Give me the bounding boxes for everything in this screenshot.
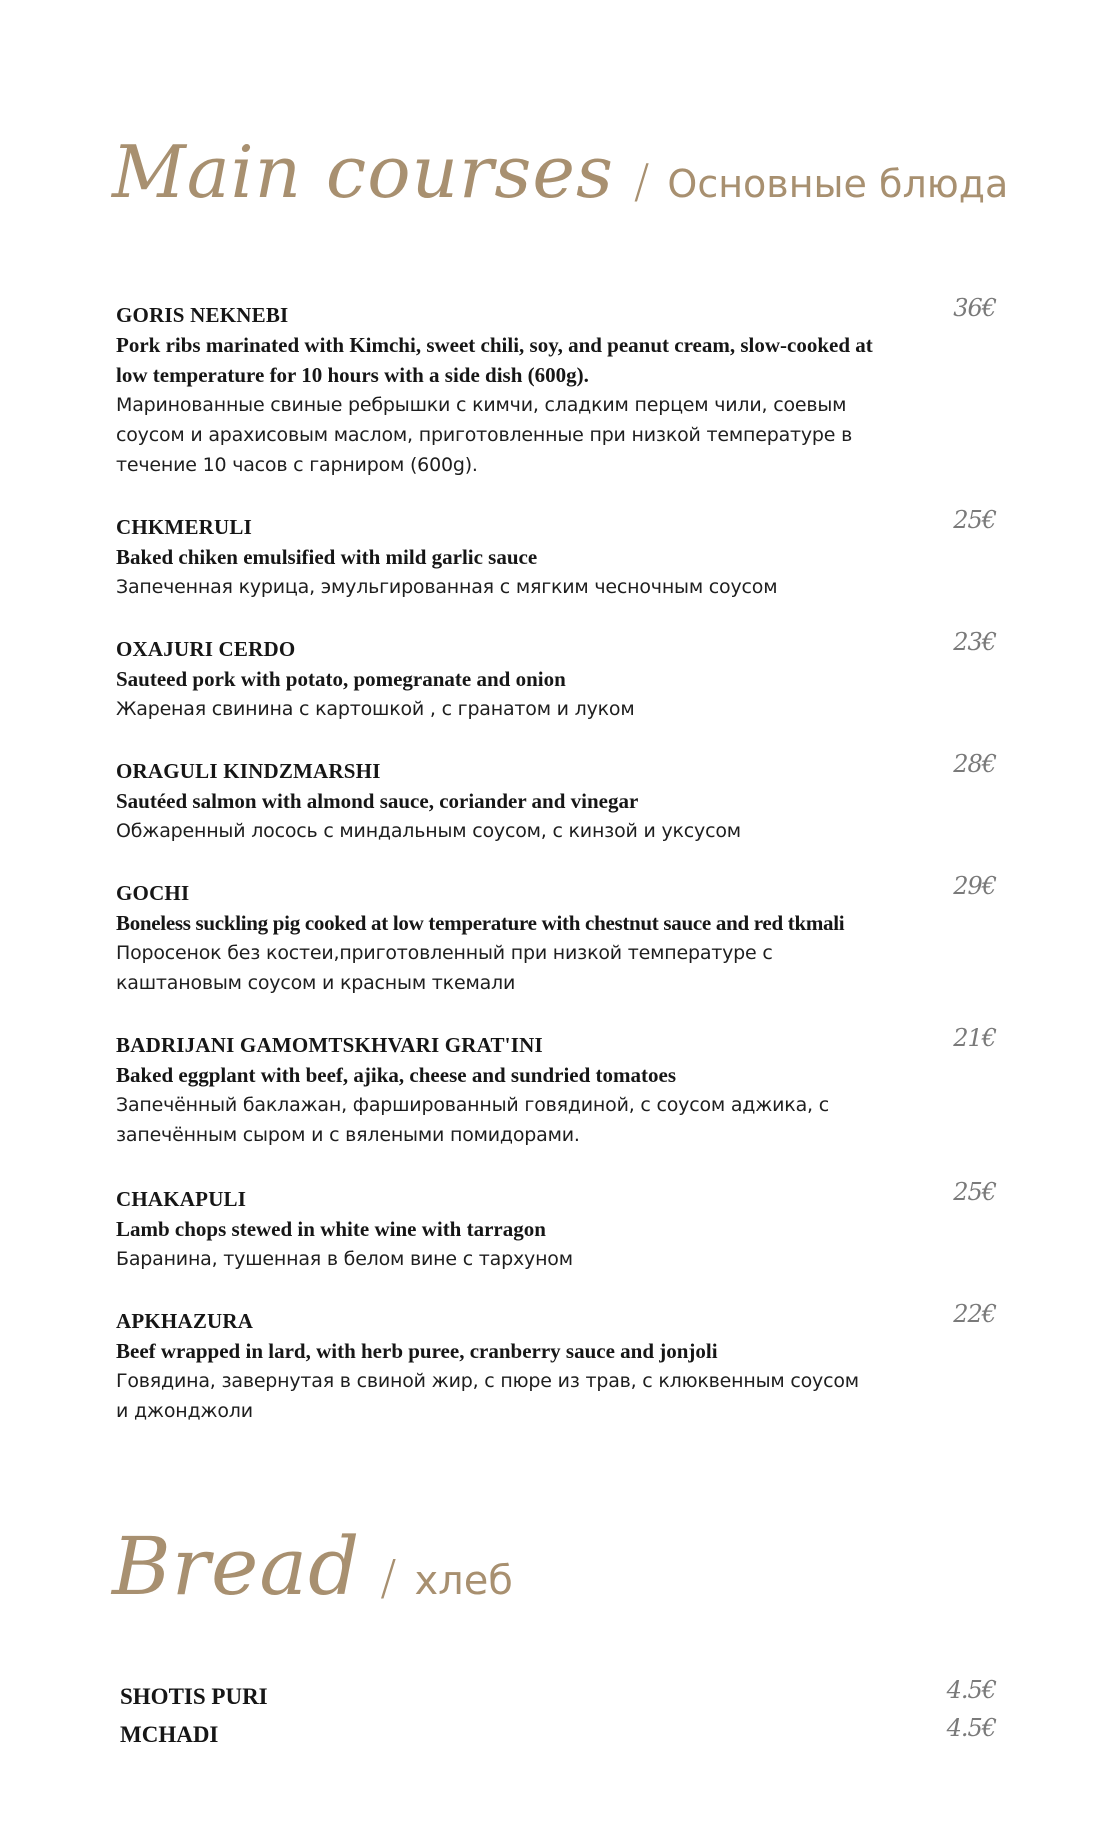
bread-heading xyxy=(112,1520,513,1613)
dish-name: APKHAZURA xyxy=(116,1309,254,1333)
dish-name: BADRIJANI GAMOMTSKHVARI GRAT'INI xyxy=(116,1033,543,1057)
bread-item xyxy=(120,1676,996,1714)
dish-description-ru: Запеченная курица, эмульгированная с мягким чесночным соусом xyxy=(116,576,778,598)
menu-item xyxy=(116,872,996,998)
main-courses-ru-title: Основные блюда xyxy=(667,162,1009,206)
bread-price: 4.5€ xyxy=(946,1714,996,1742)
dish-price: 23€ xyxy=(953,628,996,656)
dish-name: CHKMERULI xyxy=(116,515,252,539)
dish-description-en: Beef wrapped in lard, with herb puree, cranberry sauce and jonjoli xyxy=(116,1339,718,1363)
bread-item xyxy=(120,1714,996,1752)
menu-item xyxy=(116,1178,996,1274)
dish-name: CHAKAPULI xyxy=(116,1187,247,1211)
dish-price: 22€ xyxy=(953,1300,996,1328)
dish-name: ORAGULI KINDZMARSHI xyxy=(116,759,381,783)
dish-name: GORIS NEKNEBI xyxy=(116,303,289,327)
menu-item xyxy=(116,294,996,480)
dish-description-ru: Жареная свинина с картошкой , с гранатом и луком xyxy=(116,698,635,720)
bread-name: SHOTIS PURI xyxy=(120,1684,268,1709)
dish-description-en: Lamb chops stewed in white wine with tarragon xyxy=(116,1217,546,1241)
dish-description-ru: Говядина, завернутая в свиной жир, с пюре из трав, с клюквенным соусом и джонджоли xyxy=(116,1370,859,1422)
dish-description-ru: Баранина, тушенная в белом вине с тархуном xyxy=(116,1248,573,1270)
dish-description-ru: Обжаренный лосось с миндальным соусом, с кинзой и уксусом xyxy=(116,820,741,842)
dish-price: 25€ xyxy=(953,506,996,534)
dish-description-en: Baked chiken emulsified with mild garlic sauce xyxy=(116,545,538,569)
dish-description-en: Sauteed pork with potato, pomegranate and onion xyxy=(116,667,566,691)
dish-description-en: Sautéed salmon with almond sauce, coriander and vinegar xyxy=(116,789,639,813)
dish-name: GOCHI xyxy=(116,881,190,905)
dish-price: 25€ xyxy=(953,1178,996,1206)
main-courses-heading xyxy=(112,130,1008,214)
dish-description-en: Pork ribs marinated with Kimchi, sweet chili, soy, and peanut cream, slow-cooked at low temperature for 10 hours with a side dish (600g). xyxy=(116,333,873,387)
bread-name: MCHADI xyxy=(120,1722,219,1747)
dish-description-en: Boneless suckling pig cooked at low temperature with chestnut sauce and red tkmali xyxy=(116,911,845,935)
menu-item xyxy=(116,628,996,724)
heading-slash: / xyxy=(380,1550,397,1606)
dish-description-ru: Поросенок без костеи,приготовленный при низкой температуре с каштановым соусом и красным ткемали xyxy=(116,942,773,994)
dish-price: 29€ xyxy=(953,872,996,900)
dish-name: OXAJURI CERDO xyxy=(116,637,296,661)
bread-ru-title: хлеб xyxy=(414,1558,513,1604)
dish-price: 36€ xyxy=(953,294,996,322)
dish-description-en: Baked eggplant with beef, ajika, cheese and sundried tomatoes xyxy=(116,1063,677,1087)
main-courses-script-title: Main courses xyxy=(112,130,614,214)
heading-slash: / xyxy=(633,154,650,208)
dish-price: 28€ xyxy=(953,750,996,778)
menu-item xyxy=(116,1024,996,1150)
menu-item xyxy=(116,1300,996,1426)
dish-description-ru: Запечённый баклажан, фаршированный говядиной, с соусом аджика, с запечённым сыром и с вялеными помидорами. xyxy=(116,1094,829,1146)
dish-description-ru: Маринованные свиные ребрышки с кимчи, сладким перцем чили, соевым соусом и арахисовым маслом, приготовленные при низкой температуре в течение 10 часов с гарниром (600g). xyxy=(116,394,853,476)
bread-price: 4.5€ xyxy=(946,1676,996,1704)
menu-item xyxy=(116,750,996,846)
menu-item xyxy=(116,506,996,602)
dish-price: 21€ xyxy=(953,1024,996,1052)
bread-script-title: Bread xyxy=(112,1520,361,1613)
